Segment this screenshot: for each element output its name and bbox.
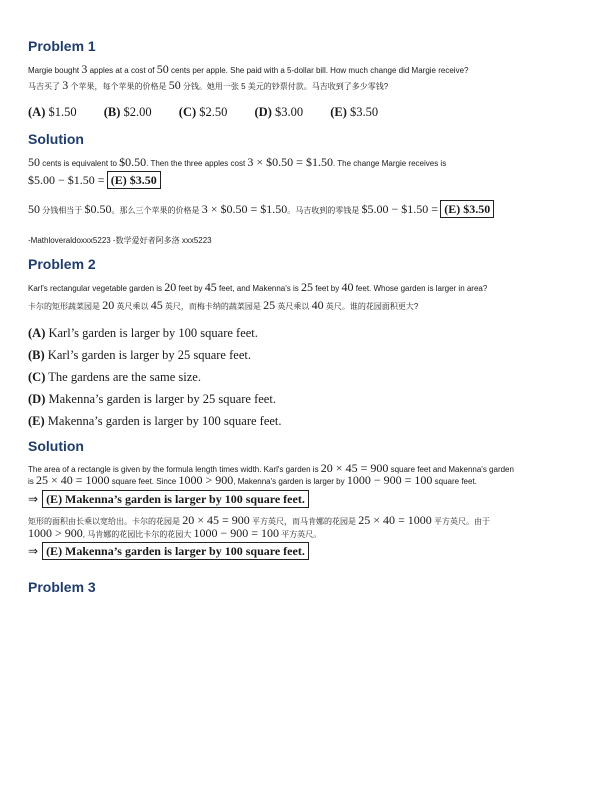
answer-box: (E) $3.50 [440, 200, 494, 218]
problem-1-question-zh: 马吉买了 3 个苹果，每个苹果的价格是 50 分钱。她用一张 5 美元的钞票付款。马吉收到了多少零钱? [28, 78, 389, 92]
choice-d: (D) $3.00 [254, 105, 304, 119]
choice-b: (B) $2.00 [103, 105, 152, 119]
choice-a: (A) $1.50 [28, 105, 77, 119]
problem-1-question-en: Margie bought 3 apples at a cost of 50 cents per apple. She paid with a 5-dollar bill. How much change did Margie receive? [28, 62, 469, 76]
problem-2-choice-b: (B) Karl’s garden is larger by 25 square feet. [28, 348, 251, 362]
problem-2-question-en: Karl's rectangular vegetable garden is 20 feet by 45 feet, and Makenna's is 25 feet by 40 feet. Whose garden is larger in area? [28, 280, 488, 294]
problem-1-solution-en-line2: $5.00 − $1.50 = (E) $3.50 [28, 171, 161, 189]
problem-2-choice-d: (D) Makenna’s garden is larger by 25 square feet. [28, 392, 276, 406]
problem-2-choice-e: (E) Makenna’s garden is larger by 100 square feet. [28, 414, 282, 428]
answer-box: (E) Makenna’s garden is larger by 100 square feet. [42, 490, 309, 508]
problem-2-solution-en-answer [28, 490, 309, 508]
problem-2-solution-en-line1: The area of a rectangle is given by the formula length times width. Karl's garden is 20 × 45 = 900 square feet and Makenna's garden [28, 461, 514, 475]
problem-2-solution-zh-line2: 1000 > 900, 马肯娜的花园比卡尔的花园大 1000 − 900 = 100 平方英尺。 [28, 526, 322, 540]
problem-3-heading: Problem 3 [28, 579, 96, 595]
choice-c: (C) $2.50 [178, 105, 228, 119]
problem-1-solution-en-line1: 50 cents is equivalent to $0.50. Then the three apples cost 3 × $0.50 = $1.50. The change Margie receives is [28, 155, 447, 169]
problem-1-choices [28, 105, 402, 120]
problem-2-solution-zh-answer [28, 542, 309, 560]
credit-line: -Mathloveraldoxxx5223 -数学爱好者阿多洛 xxx5223 [28, 236, 212, 245]
problem-2-solution-en-line2: is 25 × 40 = 1000 square feet. Since 1000 > 900, Makenna's garden is larger by 1000 − 900 = 100 square feet. [28, 473, 477, 487]
problem-1-solution-heading: Solution [28, 131, 84, 147]
problem-2-choice-a: (A) Karl’s garden is larger by 100 square feet. [28, 326, 258, 340]
problem-1-heading: Problem 1 [28, 38, 96, 54]
problem-2-solution-zh-line1: 矩形的面积由长乘以宽给出。卡尔的花园是 20 × 45 = 900 平方英尺，而马肯娜的花园是 25 × 40 = 1000 平方英尺。由于 [28, 513, 491, 527]
problem-2-question-zh: 卡尔的矩形蔬菜园是 20 英尺乘以 45 英尺，而梅卡纳的蔬菜园是 25 英尺乘以 40 英尺。谁的花园面积更大? [28, 298, 419, 312]
problem-2-heading: Problem 2 [28, 256, 96, 272]
problem-1-solution-zh: 50 分钱相当于 $0.50。那么三个苹果的价格是 3 × $0.50 = $1.50。马吉收到的零钱是 $5.00 − $1.50 = (E) $3.50 [28, 200, 494, 218]
problem-2-solution-heading: Solution [28, 438, 84, 454]
answer-box: (E) $3.50 [107, 171, 161, 189]
problem-2-choice-c: (C) The gardens are the same size. [28, 370, 201, 384]
implies-arrow-icon: ⇒ [28, 492, 39, 506]
choice-e: (E) $3.50 [330, 105, 379, 119]
answer-box: (E) Makenna’s garden is larger by 100 square feet. [42, 542, 309, 560]
implies-arrow-icon: ⇒ [28, 544, 39, 558]
